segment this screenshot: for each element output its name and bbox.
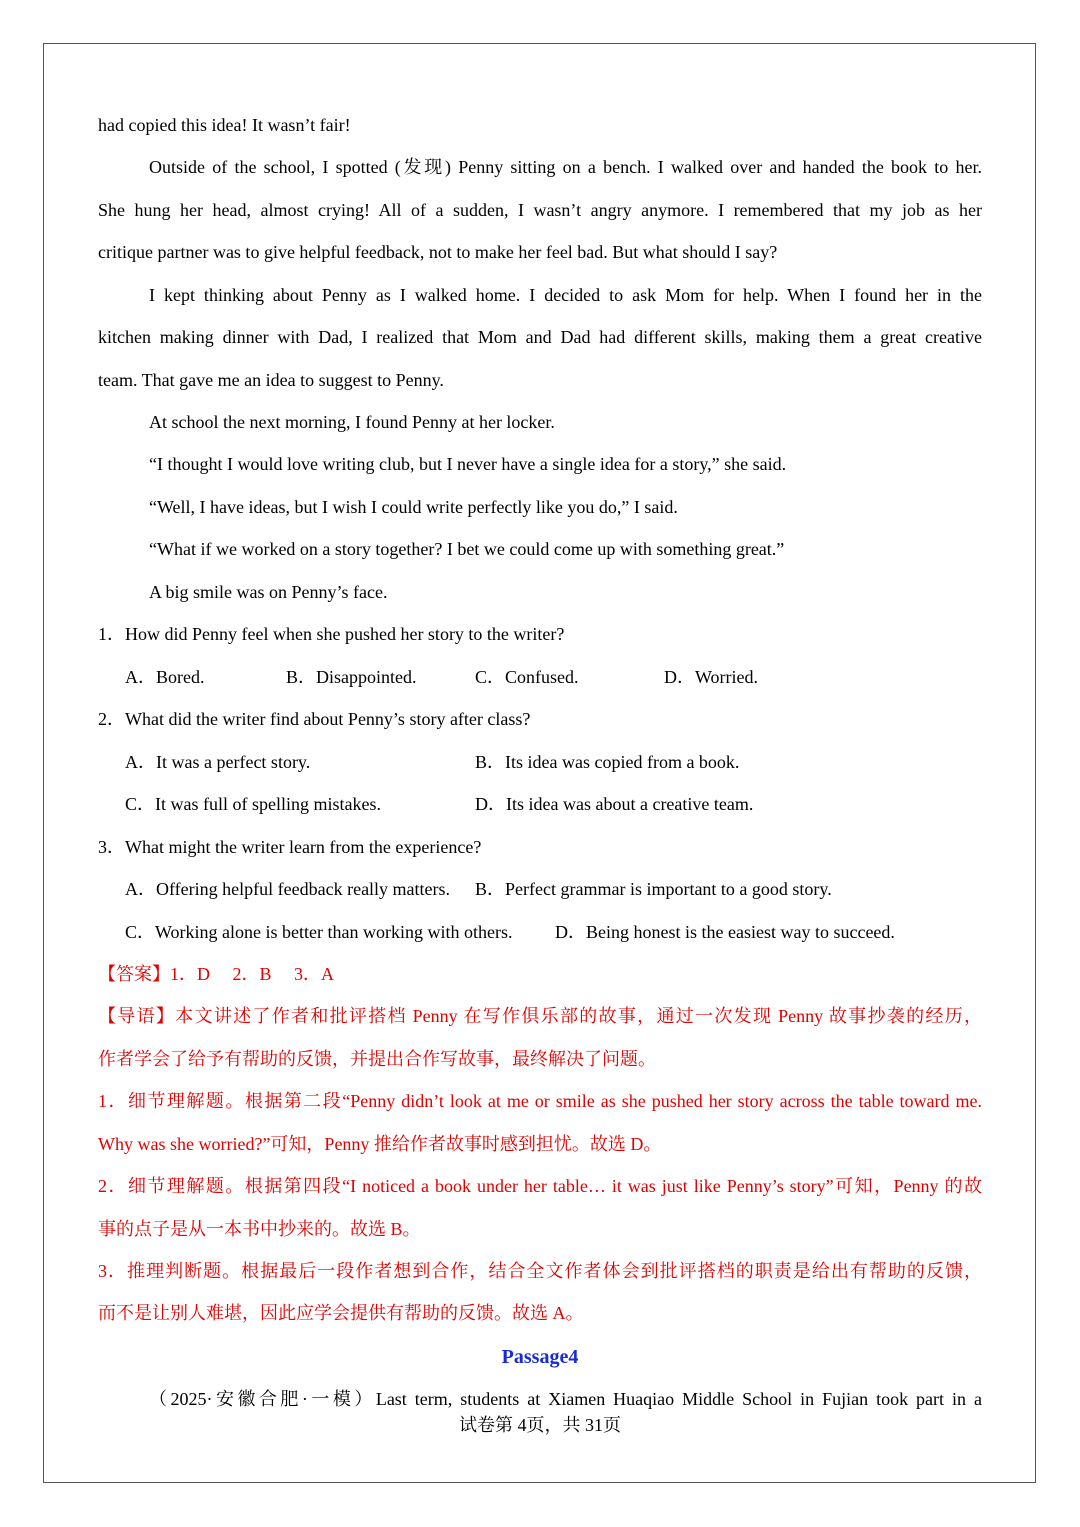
story-line: team. That gave me an idea to suggest to Penny. (98, 370, 444, 390)
story-line: kitchen making dinner with Dad, I realized that Mom and Dad had different skills, making them a great creative (98, 327, 982, 347)
answer-option: C．It was full of spelling mistakes. (125, 794, 381, 814)
passage-intro: （2025·安徽合肥·一模）Last term, students at Xiamen Huaqiao Middle School in Fujian took part in a (149, 1389, 982, 1409)
explanation-line: 事的点子是从一本书中抄来的。故选 B。 (98, 1219, 421, 1239)
explanation-line: 3．推理判断题。根据最后一段作者想到合作，结合全文作者体会到批评搭档的职责是给出有帮助的反馈， (98, 1261, 982, 1281)
story-line: She hung her head, almost crying! All of a sudden, I wasn’t angry anymore. I remembered that my job as her (98, 200, 982, 220)
answer-option: D．Being honest is the easiest way to succeed. (555, 922, 895, 942)
answer-option: C．Working alone is better than working with others. (125, 922, 513, 942)
answer-option: A．It was a perfect story. (125, 752, 311, 772)
story-line: had copied this idea! It wasn’t fair! (98, 115, 351, 135)
answer-option: D．Its idea was about a creative team. (475, 794, 754, 814)
answer-option: B．Disappointed. (286, 667, 417, 687)
answer-option: A．Bored. (125, 667, 205, 687)
story-line: critique partner was to give helpful feedback, not to make her feel bad. But what should I say? (98, 242, 778, 262)
answer-option: A．Offering helpful feedback really matters. (125, 879, 451, 899)
story-line: “Well, I have ideas, but I wish I could write perfectly like you do,” I said. (149, 497, 678, 517)
answer-option: D．Worried. (664, 667, 759, 687)
story-line: “I thought I would love writing club, but I never have a single idea for a story,” she said. (149, 454, 787, 474)
explanation-line: Why was she worried?”可知，Penny 推给作者故事时感到担忧。故选 D。 (98, 1134, 662, 1154)
page-footer: 试卷第 4页，共 31页 (459, 1415, 621, 1435)
explanation-line: 1．细节理解题。根据第二段“Penny didn’t look at me or smile as she pushed her story across the table toward me. (98, 1091, 982, 1111)
question-stem: 2．What did the writer find about Penny’s story after class? (98, 709, 531, 729)
question-stem: 1．How did Penny feel when she pushed her story to the writer? (98, 624, 565, 644)
story-line: “What if we worked on a story together? I bet we could come up with something great.” (149, 539, 785, 559)
answer-key: 【答案】1．D 2．B 3．A (98, 964, 335, 984)
explanation-line: 而不是让别人难堪，因此应学会提供有帮助的反馈。故选 A。 (98, 1303, 584, 1323)
passage-title: Passage4 (501, 1346, 579, 1368)
question-stem: 3．What might the writer learn from the experience? (98, 837, 482, 857)
explanation-line: 2．细节理解题。根据第四段“I noticed a book under her table… it was just like Penny’s story”可知，Penny 的故 (98, 1176, 982, 1196)
story-line: Outside of the school, I spotted (发现) Penny sitting on a bench. I walked over and handed the book to her. (149, 157, 982, 177)
story-line: At school the next morning, I found Penny at her locker. (149, 412, 555, 432)
answer-option: C．Confused. (475, 667, 579, 687)
answer-option: B．Perfect grammar is important to a good story. (475, 879, 832, 899)
guide-line: 作者学会了给予有帮助的反馈，并提出合作写故事，最终解决了问题。 (98, 1049, 656, 1069)
answer-option: B．Its idea was copied from a book. (475, 752, 740, 772)
story-line: I kept thinking about Penny as I walked home. I decided to ask Mom for help. When I found her in the (149, 285, 982, 305)
story-line: A big smile was on Penny’s face. (149, 582, 388, 602)
guide-line: 【导语】本文讲述了作者和批评搭档 Penny 在写作俱乐部的故事，通过一次发现 Penny 故事抄袭的经历， (98, 1006, 982, 1026)
